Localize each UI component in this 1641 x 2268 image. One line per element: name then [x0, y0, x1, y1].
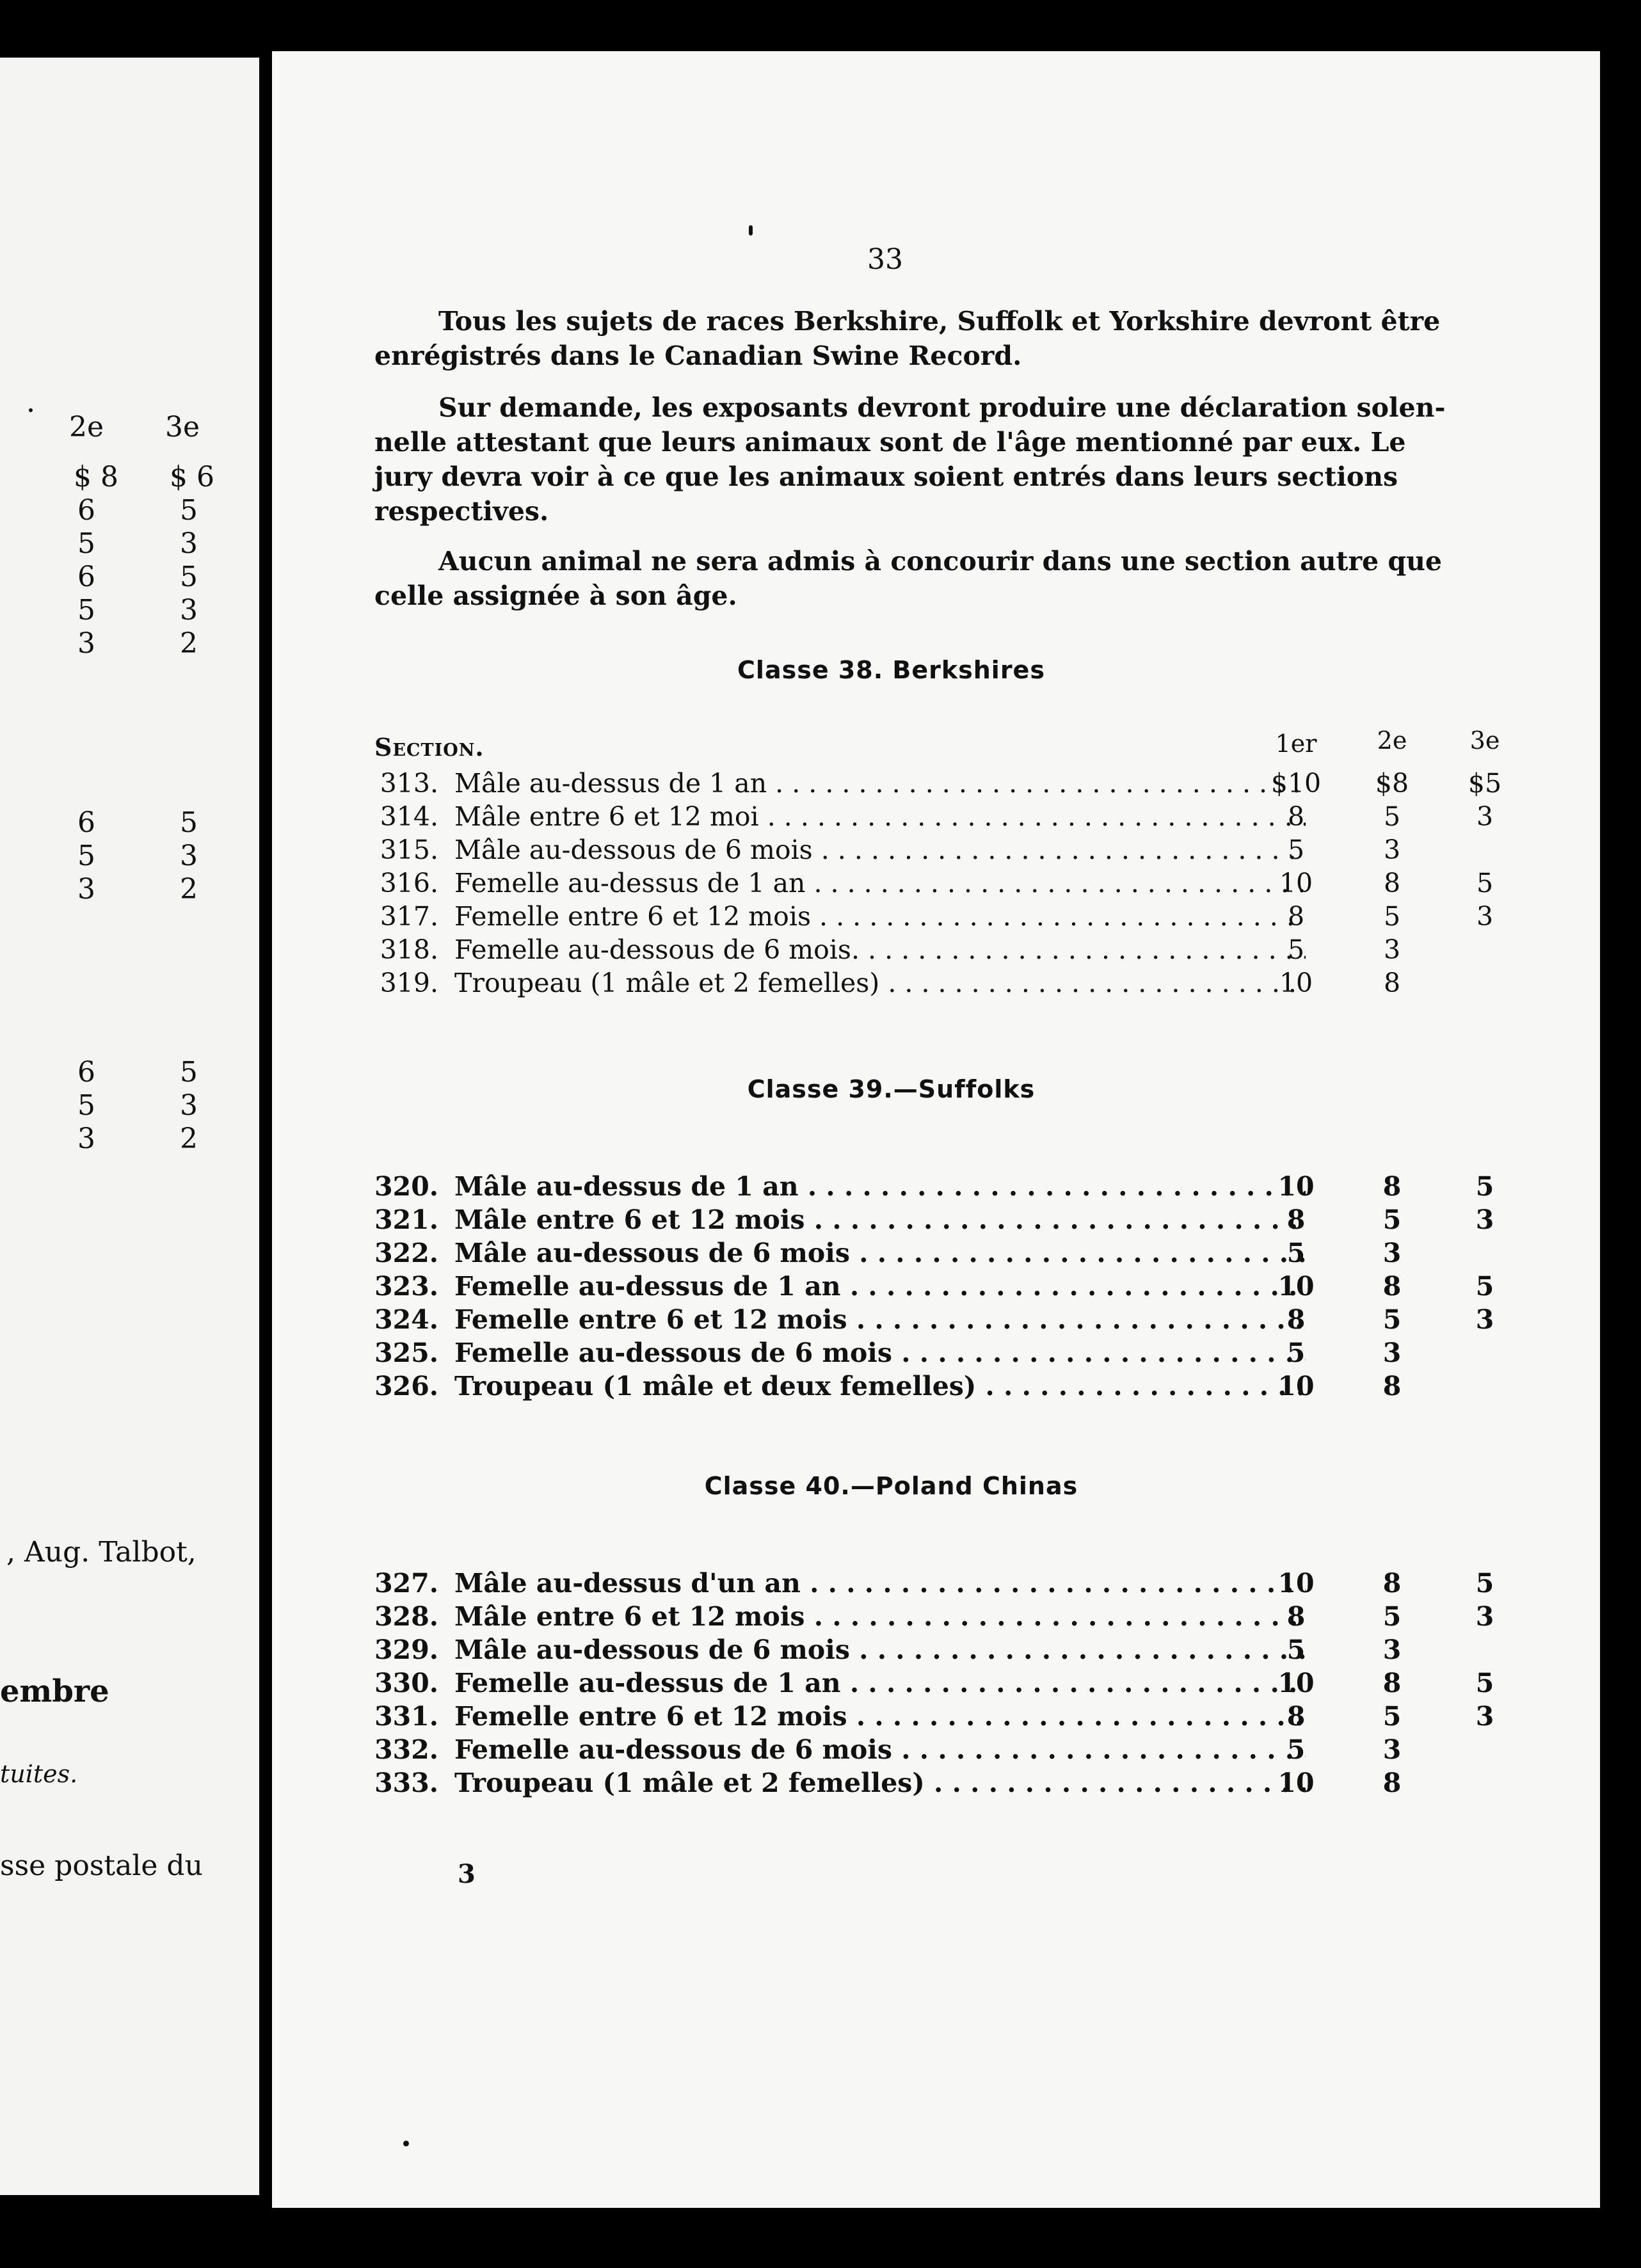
paragraph-line: Aucun animal ne sera admis à concourir dans une section autre que	[438, 546, 1442, 577]
section-number: 328.	[374, 1601, 438, 1632]
class-title: Classe 40.—Poland Chinas	[704, 1472, 1078, 1500]
prize-3: 3	[1476, 801, 1494, 832]
table-row	[374, 1768, 1408, 1801]
left-cell: 6	[77, 561, 95, 593]
prize-3: 3	[1475, 1204, 1494, 1235]
speck	[403, 2141, 409, 2146]
section-number: 321.	[374, 1204, 438, 1235]
section-number: 318.	[380, 934, 438, 965]
table-row	[374, 1568, 1494, 1601]
table-row	[374, 1204, 1494, 1238]
left-cell: 3	[180, 594, 198, 627]
prize-3: 3	[1475, 1304, 1494, 1335]
paragraph-line: Tous les sujets de races Berkshire, Suffolk et Yorkshire devront être	[438, 306, 1441, 337]
prize-1: 8	[1287, 901, 1305, 932]
left-cell: $ 8	[74, 461, 118, 493]
left-cell: 5	[77, 527, 95, 560]
section-number: 330.	[374, 1668, 438, 1698]
prize-1: 8	[1287, 801, 1305, 832]
section-label-text: Mâle au-dessus de 1 an . . .	[454, 1171, 1306, 1202]
prize-1: 10	[1277, 1768, 1315, 1798]
section-label-text: Femelle au-dessous de 6 mois . . .	[454, 1734, 1306, 1765]
left-cell: 5	[77, 1089, 95, 1122]
prize-3: $5	[1468, 768, 1502, 799]
prize-1: 5	[1286, 1338, 1306, 1368]
section-label-text: Femelle au-dessous de 6 mois . . .	[454, 1338, 1306, 1368]
table-row	[374, 1338, 1408, 1371]
prize-3: 5	[1475, 1171, 1494, 1202]
section-number: 332.	[374, 1734, 438, 1765]
prize-2: 5	[1382, 1601, 1402, 1632]
table-row	[374, 1634, 1408, 1668]
prize-2: 3	[1382, 1238, 1402, 1268]
prize-1: 5	[1286, 1238, 1306, 1268]
prize-1: 8	[1286, 1204, 1306, 1235]
prize-2: 8	[1382, 1271, 1402, 1302]
left-cell: 2	[180, 627, 198, 660]
left-cell: 6	[77, 806, 95, 839]
table-row	[374, 901, 1494, 934]
table-row	[374, 1668, 1494, 1701]
prize-2: 8	[1382, 1171, 1402, 1202]
prize-3: 3	[1475, 1601, 1494, 1632]
section-label-text: Mâle entre 6 et 12 moi . . .	[454, 801, 1306, 832]
prize-2: 8	[1382, 1568, 1402, 1599]
prize-header: 2e	[1377, 726, 1407, 755]
prize-2: 8	[1382, 1768, 1402, 1798]
section-number: 317.	[380, 901, 438, 932]
section-label-text: Femelle entre 6 et 12 mois . . .	[454, 901, 1306, 932]
prize-2: 8	[1383, 868, 1401, 898]
prize-2: 3	[1382, 1734, 1402, 1765]
prize-2: 5	[1382, 1701, 1402, 1732]
left-cell: 3	[77, 627, 95, 660]
left-text-fragment: embre	[0, 1673, 109, 1709]
prize-1: 10	[1277, 1171, 1315, 1202]
left-cell: 3	[180, 527, 198, 560]
prize-1: 10	[1279, 868, 1313, 898]
right-page	[272, 51, 1600, 2208]
prize-3: 3	[1475, 1701, 1494, 1732]
prize-1: 10	[1277, 1568, 1315, 1599]
prize-1: 8	[1286, 1601, 1306, 1632]
prize-1: 10	[1277, 1668, 1315, 1698]
table-row	[374, 1271, 1494, 1304]
section-number: 314.	[380, 801, 438, 832]
section-number: 329.	[374, 1634, 438, 1665]
speck	[749, 225, 753, 236]
left-cell: 5	[77, 594, 95, 627]
prize-3: 5	[1475, 1668, 1494, 1698]
prize-2: 3	[1382, 1338, 1402, 1368]
table-row	[374, 1701, 1494, 1734]
prize-2: 8	[1382, 1668, 1402, 1698]
section-label-text: Femelle entre 6 et 12 mois . . .	[454, 1701, 1306, 1732]
prize-2: 8	[1382, 1371, 1402, 1402]
section-number: 320.	[374, 1171, 438, 1202]
prize-1: 10	[1279, 968, 1313, 998]
section-label-text: Troupeau (1 mâle et 2 femelles) . . .	[454, 1768, 1306, 1798]
table-row	[374, 1371, 1408, 1404]
section-label-text: Mâle au-dessous de 6 mois . . .	[454, 1634, 1306, 1665]
paragraph-line: respectives.	[374, 496, 549, 527]
table-row	[374, 1734, 1408, 1768]
section-label-text: Femelle au-dessous de 6 mois. . . .	[454, 934, 1306, 965]
prize-1: 8	[1286, 1701, 1306, 1732]
left-cell: $ 6	[170, 461, 214, 493]
section-number: 323.	[374, 1271, 438, 1302]
section-label-text: Mâle au-dessous de 6 mois . . .	[454, 1238, 1306, 1268]
prize-header: 1er	[1275, 730, 1317, 758]
table-row	[374, 768, 1502, 801]
signature-mark: 3	[458, 1859, 476, 1889]
section-number: 324.	[374, 1304, 438, 1335]
section-label-text: Troupeau (1 mâle et deux femelles) . . .	[454, 1371, 1306, 1402]
prize-3: 5	[1475, 1271, 1494, 1302]
paragraph-line: celle assignée à son âge.	[374, 580, 737, 611]
section-label-text: Mâle au-dessus de 1 an . . .	[454, 768, 1306, 799]
prize-2: 5	[1383, 801, 1401, 832]
prize-1: 5	[1286, 1734, 1306, 1765]
section-label-text: Mâle au-dessus d'un an . . .	[454, 1568, 1306, 1599]
section-label: Section.	[374, 733, 484, 762]
prize-3: 5	[1476, 868, 1494, 898]
left-column-header: 3e	[164, 411, 200, 443]
table-row	[374, 1304, 1494, 1338]
left-column-header: 2e	[68, 411, 104, 443]
left-cell: 3	[180, 840, 198, 872]
prize-1: 10	[1277, 1271, 1315, 1302]
prize-2: 3	[1382, 1634, 1402, 1665]
prize-3: 5	[1475, 1568, 1494, 1599]
left-cell: 3	[77, 873, 95, 906]
table-row	[374, 1171, 1494, 1204]
class-title: Classe 38. Berkshires	[737, 656, 1045, 684]
section-number: 326.	[374, 1371, 438, 1402]
section-number: 327.	[374, 1568, 438, 1599]
table-row	[374, 835, 1408, 868]
page-number: 33	[867, 243, 903, 276]
section-label-text: Troupeau (1 mâle et 2 femelles) . . .	[454, 968, 1306, 998]
left-cell: 3	[77, 1122, 95, 1155]
left-page-fragment	[0, 58, 259, 2195]
section-label-text: Mâle entre 6 et 12 mois . . .	[454, 1601, 1306, 1632]
left-cell: 5	[180, 494, 198, 527]
left-cell: 5	[180, 1056, 198, 1089]
prize-2: 5	[1382, 1204, 1402, 1235]
section-label-text: Mâle au-dessous de 6 mois . . .	[454, 835, 1306, 865]
speck	[29, 408, 33, 412]
paragraph	[374, 304, 1441, 373]
prize-1: 5	[1287, 835, 1305, 865]
table-row	[374, 868, 1494, 901]
left-text-fragment: , Aug. Talbot,	[6, 1536, 196, 1569]
prize-2: 5	[1383, 901, 1401, 932]
prize-2: 8	[1383, 968, 1401, 998]
left-text-fragment: sse postale du	[0, 1849, 203, 1882]
prize-header: 3e	[1469, 726, 1500, 755]
prize-1: 8	[1286, 1304, 1306, 1335]
prize-1: 10	[1277, 1371, 1315, 1402]
left-cell: 6	[77, 494, 95, 527]
left-text-fragment: tuites.	[0, 1760, 78, 1788]
section-label-text: Femelle au-dessus de 1 an . . .	[454, 868, 1306, 898]
paragraph-line: nelle attestant que leurs animaux sont de l'âge mentionné par eux. Le	[374, 427, 1406, 458]
section-label-text: Femelle au-dessus de 1 an . . .	[454, 1271, 1306, 1302]
paragraph-line: jury devra voir à ce que les animaux soient entrés dans leurs sections	[374, 461, 1398, 492]
section-number: 315.	[380, 835, 438, 865]
prize-2: $8	[1375, 768, 1409, 799]
section-number: 331.	[374, 1701, 438, 1732]
prize-1: 5	[1286, 1634, 1306, 1665]
table-row	[374, 968, 1408, 1001]
left-cell: 5	[77, 840, 95, 872]
paragraph	[374, 544, 1442, 613]
prize-1: 5	[1287, 934, 1305, 965]
prize-3: 3	[1476, 901, 1494, 932]
left-cell: 5	[180, 806, 198, 839]
section-number: 333.	[374, 1768, 438, 1798]
paragraph-line: enrégistrés dans le Canadian Swine Record.	[374, 340, 1022, 371]
section-label-text: Mâle entre 6 et 12 mois . . .	[454, 1204, 1306, 1235]
left-cell: 2	[180, 873, 198, 906]
section-number: 325.	[374, 1338, 438, 1368]
section-number: 322.	[374, 1238, 438, 1268]
left-cell: 3	[180, 1089, 198, 1122]
table-row	[374, 1601, 1494, 1634]
table-row	[374, 934, 1408, 968]
prize-1: $10	[1270, 768, 1322, 799]
section-number: 319.	[380, 968, 438, 998]
table-row	[374, 1238, 1408, 1271]
left-cell: 5	[180, 561, 198, 593]
prize-2: 5	[1382, 1304, 1402, 1335]
section-number: 316.	[380, 868, 438, 898]
prize-2: 3	[1383, 934, 1401, 965]
table-row	[374, 801, 1494, 835]
section-label-text: Femelle au-dessus de 1 an . . .	[454, 1668, 1306, 1698]
section-label-text: Femelle entre 6 et 12 mois . . .	[454, 1304, 1306, 1335]
left-cell: 2	[180, 1122, 198, 1155]
class-title: Classe 39.—Suffolks	[747, 1075, 1036, 1103]
section-number: 313.	[380, 768, 438, 799]
paragraph-line: Sur demande, les exposants devront produire une déclaration solen-	[438, 392, 1446, 423]
prize-2: 3	[1383, 835, 1401, 865]
left-cell: 6	[77, 1056, 95, 1089]
paragraph	[374, 390, 1446, 529]
